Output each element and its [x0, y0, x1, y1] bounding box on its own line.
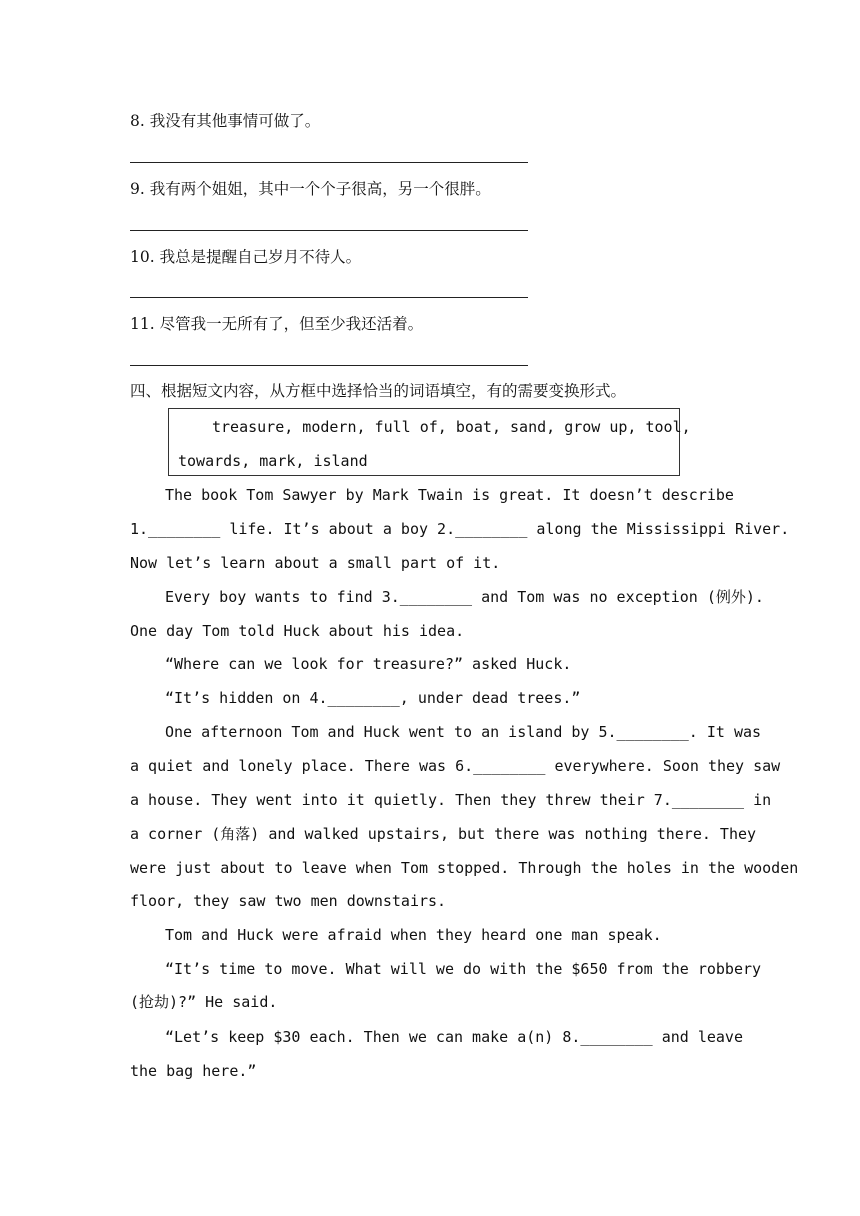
passage-line: Tom and Huck were afraid when they heard one man speak.: [165, 926, 662, 944]
passage-line: “It’s time to move. What will we do with the $650 from the robbery: [165, 960, 762, 978]
question-8: 8. 我没有其他事情可做了。: [130, 112, 321, 130]
answer-line-11[interactable]: [130, 365, 528, 366]
passage-line: The book Tom Sawyer by Mark Twain is great. It doesn’t describe: [165, 486, 734, 504]
passage-line: One afternoon Tom and Huck went to an island by 5.________. It was: [165, 723, 762, 741]
passage-line: 1.________ life. It’s about a boy 2.________ along the Mississippi River.: [130, 520, 790, 538]
question-9: 9. 我有两个姐姐，其中一个个子很高，另一个很胖。: [130, 180, 491, 198]
passage-line: “Where can we look for treasure?” asked Huck.: [165, 655, 572, 673]
passage-line: a house. They went into it quietly. Then they threw their 7.________ in: [130, 791, 772, 809]
answer-line-10[interactable]: [130, 297, 528, 298]
passage-line: Now let’s learn about a small part of it.: [130, 554, 501, 572]
passage-line: a corner (角落) and walked upstairs, but there was nothing there. They: [130, 825, 757, 843]
section-4-heading: 四、根据短文内容，从方框中选择恰当的词语填空，有的需要变换形式。: [130, 382, 627, 400]
word-box: [168, 408, 691, 476]
passage-line: Every boy wants to find 3.________ and Tom was no exception (例外).: [165, 588, 764, 606]
answer-line-9[interactable]: [130, 230, 528, 231]
passage-line: One day Tom told Huck about his idea.: [130, 622, 465, 640]
passage-line: floor, they saw two men downstairs.: [130, 892, 447, 910]
passage-line: the bag here.”: [130, 1062, 257, 1080]
passage-line: a quiet and lonely place. There was 6.________ everywhere. Soon they saw: [130, 757, 781, 775]
question-10: 10. 我总是提醒自己岁月不待人。: [130, 248, 362, 266]
answer-line-8[interactable]: [130, 162, 528, 163]
word-box-line-1: treasure, modern, full of, boat, sand, grow up, tool,: [212, 418, 691, 436]
question-11: 11. 尽管我一无所有了，但至少我还活着。: [130, 315, 424, 333]
passage-line: were just about to leave when Tom stopped. Through the holes in the wooden: [130, 859, 799, 877]
word-box-line-2: towards, mark, island: [178, 452, 368, 470]
passage-line: “It’s hidden on 4.________, under dead trees.”: [165, 689, 581, 707]
passage-line: (抢劫)?” He said.: [130, 993, 278, 1011]
passage-line: “Let’s keep $30 each. Then we can make a(n) 8.________ and leave: [165, 1028, 743, 1046]
